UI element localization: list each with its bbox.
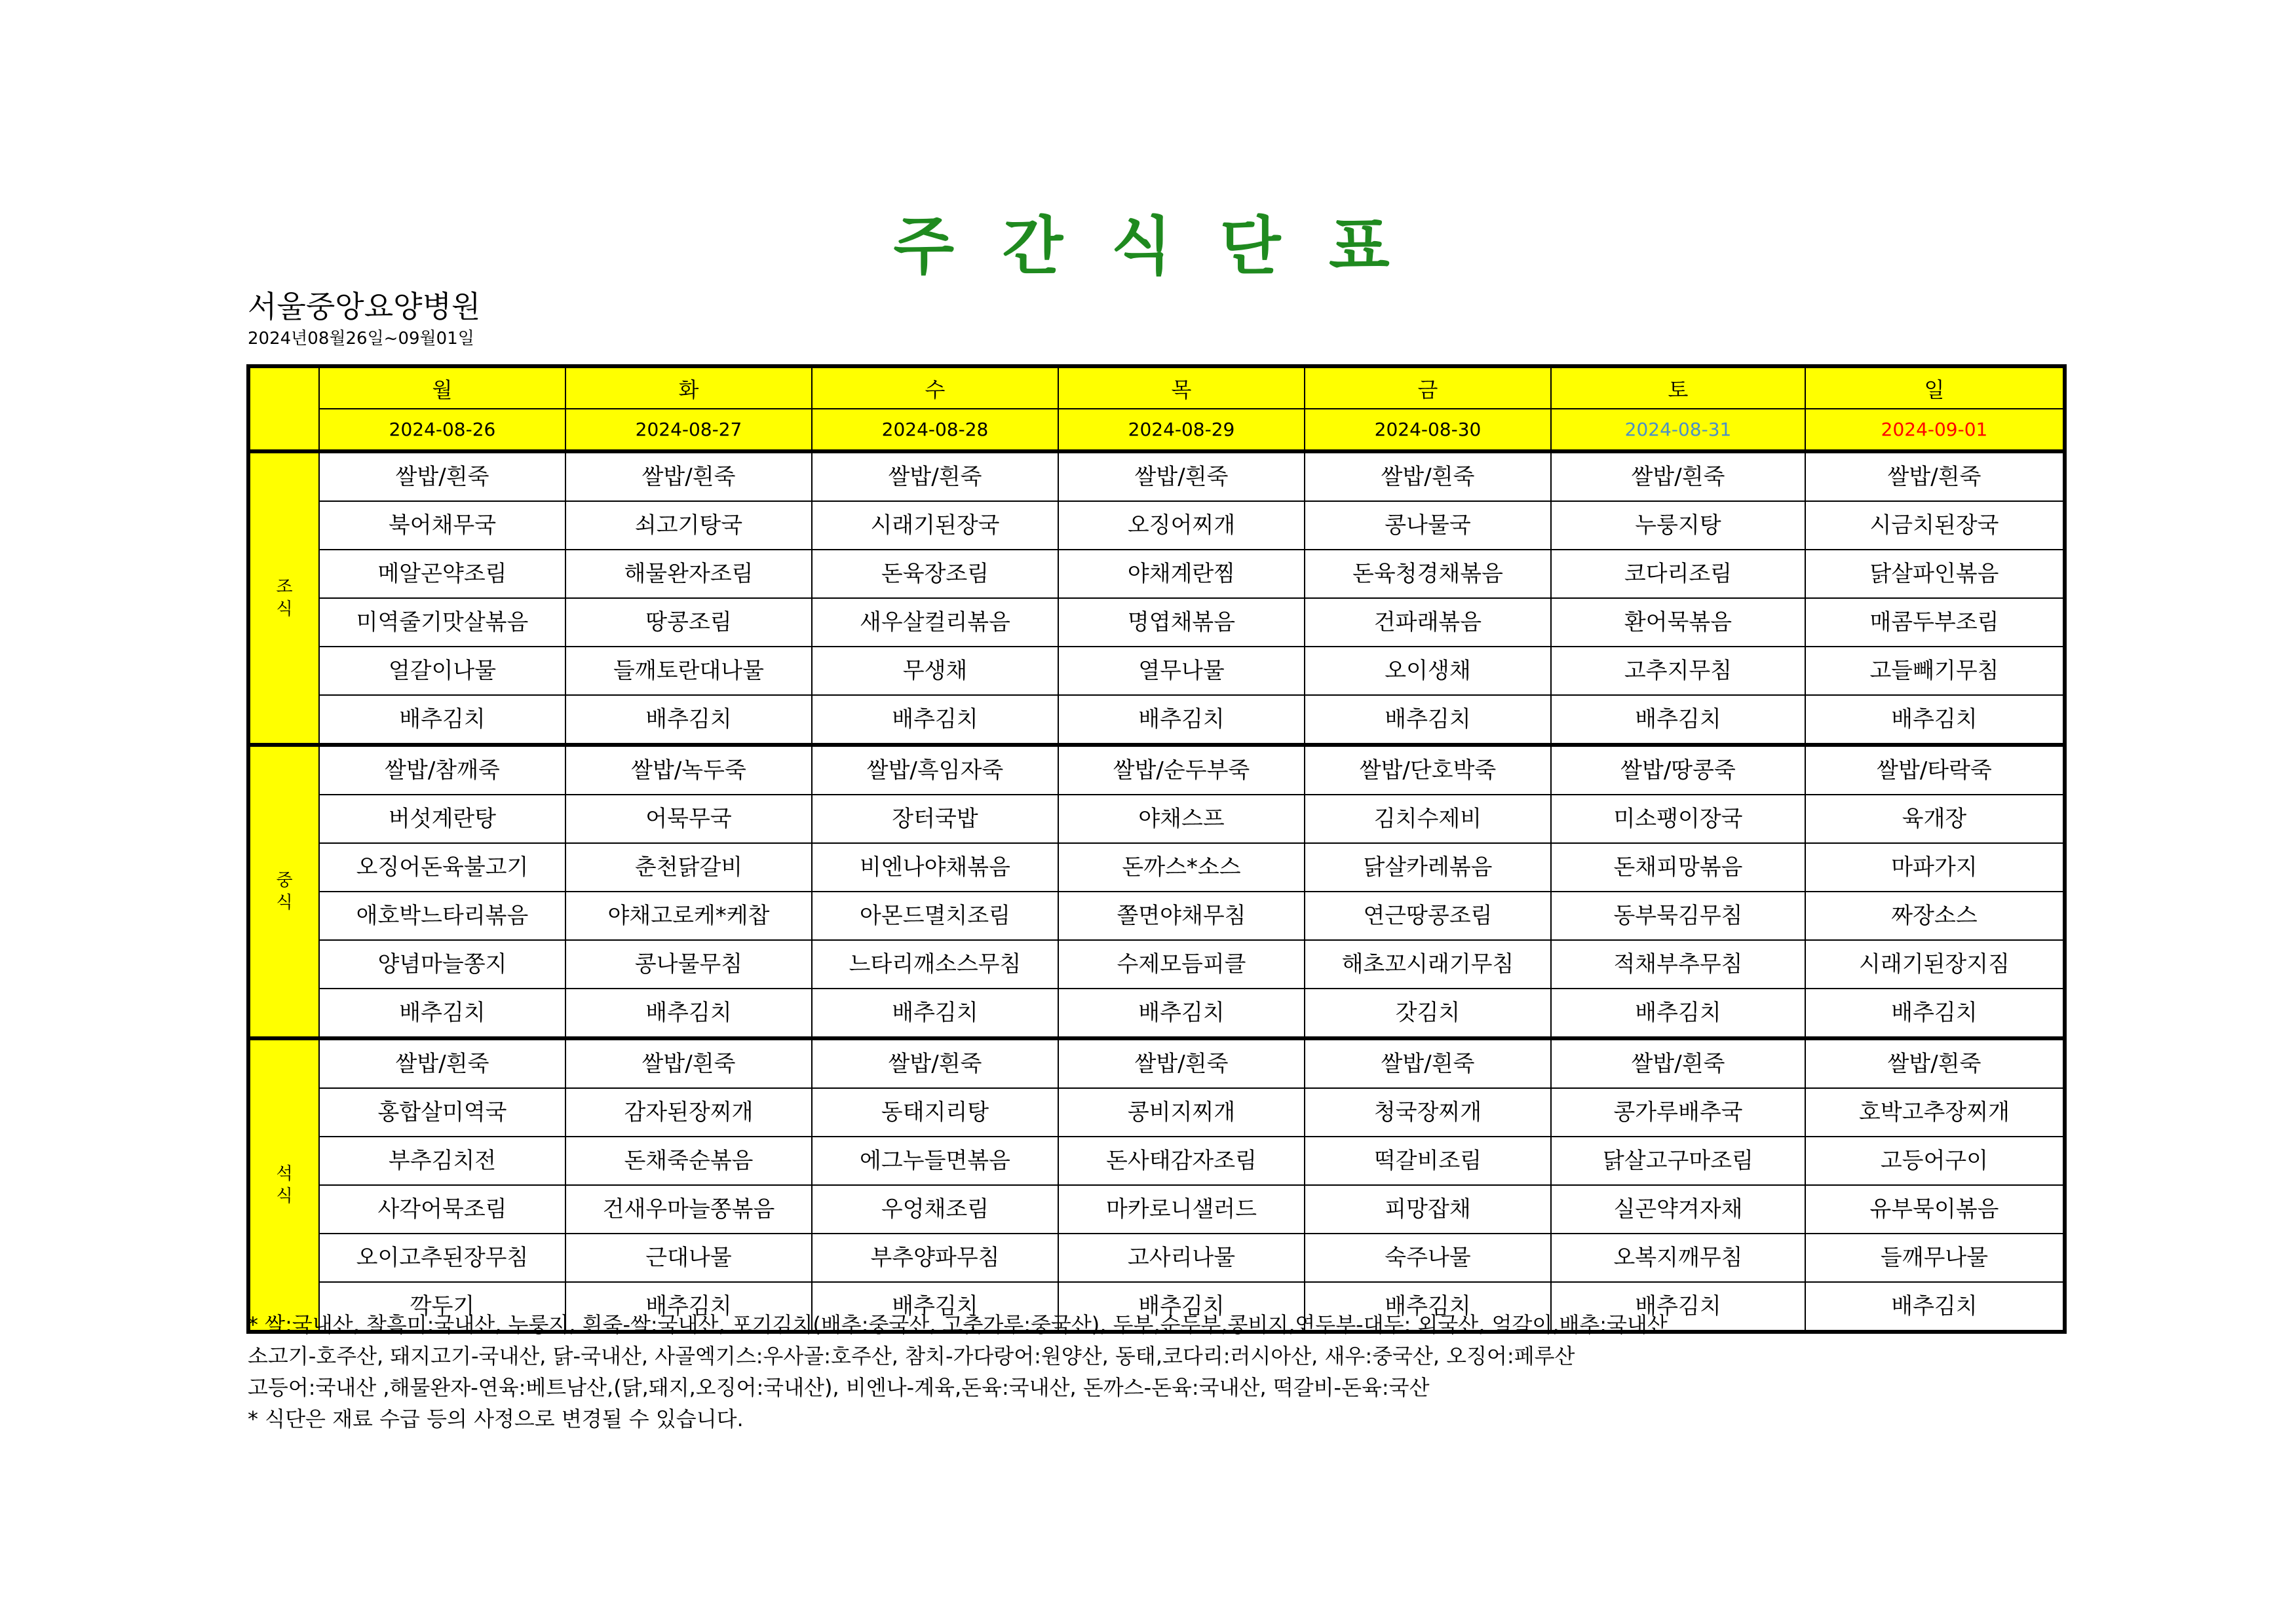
dish-cell: 시래기된장지짐 — [1805, 940, 2065, 989]
meal-label — [248, 451, 319, 745]
dish-cell: 육개장 — [1805, 795, 2065, 843]
dish-cell: 배추김치 — [1058, 1282, 1305, 1332]
dish-cell: 쌀밥/흰죽 — [812, 451, 1058, 501]
dish-cell: 고들빼기무침 — [1805, 647, 2065, 695]
dish-cell: 닭살파인볶음 — [1805, 550, 2065, 598]
dish-cell: 쌀밥/흰죽 — [319, 451, 565, 501]
note-line: 고등어:국내산 ,해물완자-연육:베트남산,(닭,돼지,오징어:국내산), 비엔나-계육,돈육:국내산, 돈까스-돈육:국내산, 떡갈비-돈육:국산 — [248, 1375, 1430, 1400]
dish-cell: 닭살고구마조림 — [1551, 1137, 1805, 1185]
meal-label-char: 식 — [276, 1186, 293, 1206]
dish-cell: 쌀밥/흰죽 — [1805, 1038, 2065, 1088]
dish-cell: 깍두기 — [319, 1282, 565, 1332]
dish-cell: 시금치된장국 — [1805, 501, 2065, 550]
dish-cell: 환어묵볶음 — [1551, 598, 1805, 647]
dish-cell: 마파가지 — [1805, 843, 2065, 892]
date-header-sunday: 2024-09-01 — [1805, 409, 2065, 451]
dish-cell: 에그누들면볶음 — [812, 1137, 1058, 1185]
dish-cell: 오이생채 — [1305, 647, 1551, 695]
dish-cell: 쇠고기탕국 — [565, 501, 812, 550]
dish-cell: 건파래볶음 — [1305, 598, 1551, 647]
dish-cell: 양념마늘쫑지 — [319, 940, 565, 989]
dish-cell: 쌀밥/땅콩죽 — [1551, 745, 1805, 795]
dish-cell: 콩나물국 — [1305, 501, 1551, 550]
dish-cell: 얼갈이나물 — [319, 647, 565, 695]
dish-cell: 느타리깨소스무침 — [812, 940, 1058, 989]
corner-cell — [248, 366, 319, 451]
dish-cell: 쌀밥/참깨죽 — [319, 745, 565, 795]
date-header: 2024-08-27 — [565, 409, 812, 451]
dish-cell: 새우살컬리볶음 — [812, 598, 1058, 647]
menu-body — [248, 451, 2065, 1332]
dish-cell: 쌀밥/흰죽 — [1805, 451, 2065, 501]
dish-cell: 호박고추장찌개 — [1805, 1088, 2065, 1137]
dish-cell: 우엉채조림 — [812, 1185, 1058, 1234]
dish-cell: 콩가루배추국 — [1551, 1088, 1805, 1137]
dish-cell: 쌀밥/흰죽 — [565, 1038, 812, 1088]
dish-cell: 동부묵김무침 — [1551, 892, 1805, 940]
page-title: 주 간 식 단 표 — [893, 210, 1403, 283]
dish-cell: 쌀밥/녹두죽 — [565, 745, 812, 795]
meal-label — [248, 745, 319, 1038]
dish-cell: 배추김치 — [319, 695, 565, 745]
dish-cell: 고사리나물 — [1058, 1234, 1305, 1282]
dish-cell: 누룽지탕 — [1551, 501, 1805, 550]
dish-cell: 배추김치 — [565, 989, 812, 1038]
dish-cell: 비엔나야채볶음 — [812, 843, 1058, 892]
dish-cell: 청국장찌개 — [1305, 1088, 1551, 1137]
dish-cell: 배추김치 — [812, 695, 1058, 745]
dish-cell: 쫄면야채무침 — [1058, 892, 1305, 940]
dish-cell: 야채계란찜 — [1058, 550, 1305, 598]
dish-cell: 김치수제비 — [1305, 795, 1551, 843]
dish-cell: 쌀밥/흰죽 — [1551, 1038, 1805, 1088]
dish-cell: 배추김치 — [1805, 1282, 2065, 1332]
dish-cell: 돈사태감자조림 — [1058, 1137, 1305, 1185]
dish-cell: 피망잡채 — [1305, 1185, 1551, 1234]
dish-cell: 쌀밥/흰죽 — [1551, 451, 1805, 501]
dish-cell: 배추김치 — [1805, 989, 2065, 1038]
meal-label — [248, 1038, 319, 1332]
dish-cell: 배추김치 — [1551, 695, 1805, 745]
dish-cell: 춘천닭갈비 — [565, 843, 812, 892]
dish-cell: 고추지무침 — [1551, 647, 1805, 695]
dish-cell: 돈채죽순볶음 — [565, 1137, 812, 1185]
dish-cell: 배추김치 — [1551, 989, 1805, 1038]
dish-cell: 돈육장조림 — [812, 550, 1058, 598]
dish-cell: 들깨무나물 — [1805, 1234, 2065, 1282]
meal-label-char: 중 — [276, 871, 293, 890]
dish-cell: 짜장소스 — [1805, 892, 2065, 940]
dish-cell: 애호박느타리볶음 — [319, 892, 565, 940]
dish-cell: 쌀밥/흰죽 — [812, 1038, 1058, 1088]
dish-cell: 시래기된장국 — [812, 501, 1058, 550]
dish-cell: 콩나물무침 — [565, 940, 812, 989]
dish-cell: 수제모듬피클 — [1058, 940, 1305, 989]
dish-cell: 쌀밥/흰죽 — [319, 1038, 565, 1088]
dish-cell: 동태지리탕 — [812, 1088, 1058, 1137]
dish-cell: 닭살카레볶음 — [1305, 843, 1551, 892]
dish-cell: 떡갈비조림 — [1305, 1137, 1551, 1185]
day-header: 수 — [812, 366, 1058, 409]
dish-cell: 메알곤약조림 — [319, 550, 565, 598]
menu-period: 2024년08월26일~09월01일 — [248, 329, 474, 349]
dish-cell: 갓김치 — [1305, 989, 1551, 1038]
meal-label-char: 식 — [276, 893, 293, 913]
dish-cell: 배추김치 — [1305, 1282, 1551, 1332]
dish-cell: 배추김치 — [1058, 989, 1305, 1038]
dish-cell: 쌀밥/흰죽 — [1305, 451, 1551, 501]
dish-cell: 코다리조림 — [1551, 550, 1805, 598]
dish-cell: 배추김치 — [1551, 1282, 1805, 1332]
dish-cell: 쌀밥/타락죽 — [1805, 745, 2065, 795]
dish-cell: 북어채무국 — [319, 501, 565, 550]
dish-cell: 아몬드멸치조림 — [812, 892, 1058, 940]
origin-notes — [248, 1309, 1668, 1435]
dish-cell: 배추김치 — [812, 989, 1058, 1038]
dish-cell: 쌀밥/흰죽 — [1058, 451, 1305, 501]
dish-cell: 오복지깨무침 — [1551, 1234, 1805, 1282]
dish-cell: 오이고추된장무침 — [319, 1234, 565, 1282]
dish-cell: 부추김치전 — [319, 1137, 565, 1185]
dish-cell: 적채부추무침 — [1551, 940, 1805, 989]
day-header: 목 — [1058, 366, 1305, 409]
dish-cell: 감자된장찌개 — [565, 1088, 812, 1137]
date-header-saturday: 2024-08-31 — [1551, 409, 1805, 451]
dish-cell: 숙주나물 — [1305, 1234, 1551, 1282]
dish-cell: 건새우마늘쫑볶음 — [565, 1185, 812, 1234]
dish-cell: 실곤약겨자채 — [1551, 1185, 1805, 1234]
dish-cell: 고등어구이 — [1805, 1137, 2065, 1185]
note-line: 소고기-호주산, 돼지고기-국내산, 닭-국내산, 사골엑기스:우사골:호주산, 참치-가다랑어:원양산, 동태,코다리:러시아산, 새우:중국산, 오징어:페루산 — [248, 1344, 1575, 1369]
dish-cell: 돈채피망볶음 — [1551, 843, 1805, 892]
dish-cell: 쌀밥/단호박죽 — [1305, 745, 1551, 795]
dish-cell: 유부묵이볶음 — [1805, 1185, 2065, 1234]
dish-cell: 홍합살미역국 — [319, 1088, 565, 1137]
date-header: 2024-08-28 — [812, 409, 1058, 451]
dish-cell: 야채고로케*케찹 — [565, 892, 812, 940]
date-header: 2024-08-29 — [1058, 409, 1305, 451]
dish-cell: 미소팽이장국 — [1551, 795, 1805, 843]
weekly-menu-table — [246, 364, 2067, 1334]
day-header: 토 — [1551, 366, 1805, 409]
dish-cell: 부추양파무침 — [812, 1234, 1058, 1282]
dish-cell: 쌀밥/순두부죽 — [1058, 745, 1305, 795]
dish-cell: 돈육청경채볶음 — [1305, 550, 1551, 598]
day-header: 일 — [1805, 366, 2065, 409]
dish-cell: 쌀밥/흰죽 — [1058, 1038, 1305, 1088]
dish-cell: 배추김치 — [1305, 695, 1551, 745]
dish-cell: 해초꼬시래기무침 — [1305, 940, 1551, 989]
dish-cell: 배추김치 — [1058, 695, 1305, 745]
dish-cell: 오징어돈육불고기 — [319, 843, 565, 892]
dish-cell: 사각어묵조림 — [319, 1185, 565, 1234]
dish-cell: 마카로니샐러드 — [1058, 1185, 1305, 1234]
dish-cell: 배추김치 — [1805, 695, 2065, 745]
dish-cell: 야채스프 — [1058, 795, 1305, 843]
meal-label-char: 식 — [276, 599, 293, 619]
dish-cell: 무생채 — [812, 647, 1058, 695]
dish-cell: 콩비지찌개 — [1058, 1088, 1305, 1137]
dish-cell: 배추김치 — [565, 1282, 812, 1332]
dish-cell: 쌀밥/흑임자죽 — [812, 745, 1058, 795]
dish-cell: 쌀밥/흰죽 — [1305, 1038, 1551, 1088]
note-line: * 쌀:국내산, 찰흑미:국내산, 누룽지, 흰죽-쌀:국내산, 포기김치(배추:중국산, 고춧가루:중국산), 두부,순두부,콩비지,연두부-대두: 외국산, 얼갈이,배추:국내산 — [248, 1312, 1668, 1337]
dish-cell: 매콤두부조림 — [1805, 598, 2065, 647]
day-header: 화 — [565, 366, 812, 409]
date-header: 2024-08-26 — [319, 409, 565, 451]
note-line: * 식단은 재료 수급 등의 사정으로 변경될 수 있습니다. — [248, 1407, 744, 1431]
day-header: 월 — [319, 366, 565, 409]
dish-cell: 배추김치 — [812, 1282, 1058, 1332]
dish-cell: 근대나물 — [565, 1234, 812, 1282]
dish-cell: 들깨토란대나물 — [565, 647, 812, 695]
day-header: 금 — [1305, 366, 1551, 409]
dish-cell: 버섯계란탕 — [319, 795, 565, 843]
dish-cell: 명엽채볶음 — [1058, 598, 1305, 647]
dish-cell: 배추김치 — [319, 989, 565, 1038]
dish-cell: 어묵무국 — [565, 795, 812, 843]
dish-cell: 배추김치 — [565, 695, 812, 745]
meal-label-char: 조 — [276, 577, 293, 597]
dish-cell: 연근땅콩조림 — [1305, 892, 1551, 940]
hospital-name: 서울중앙요양병원 — [248, 289, 481, 324]
dish-cell: 열무나물 — [1058, 647, 1305, 695]
dish-cell: 해물완자조림 — [565, 550, 812, 598]
dish-cell: 미역줄기맛살볶음 — [319, 598, 565, 647]
dish-cell: 쌀밥/흰죽 — [565, 451, 812, 501]
dish-cell: 땅콩조림 — [565, 598, 812, 647]
meal-label-char: 석 — [276, 1164, 293, 1184]
dish-cell: 돈까스*소스 — [1058, 843, 1305, 892]
date-header: 2024-08-30 — [1305, 409, 1551, 451]
dish-cell: 장터국밥 — [812, 795, 1058, 843]
dish-cell: 오징어찌개 — [1058, 501, 1305, 550]
